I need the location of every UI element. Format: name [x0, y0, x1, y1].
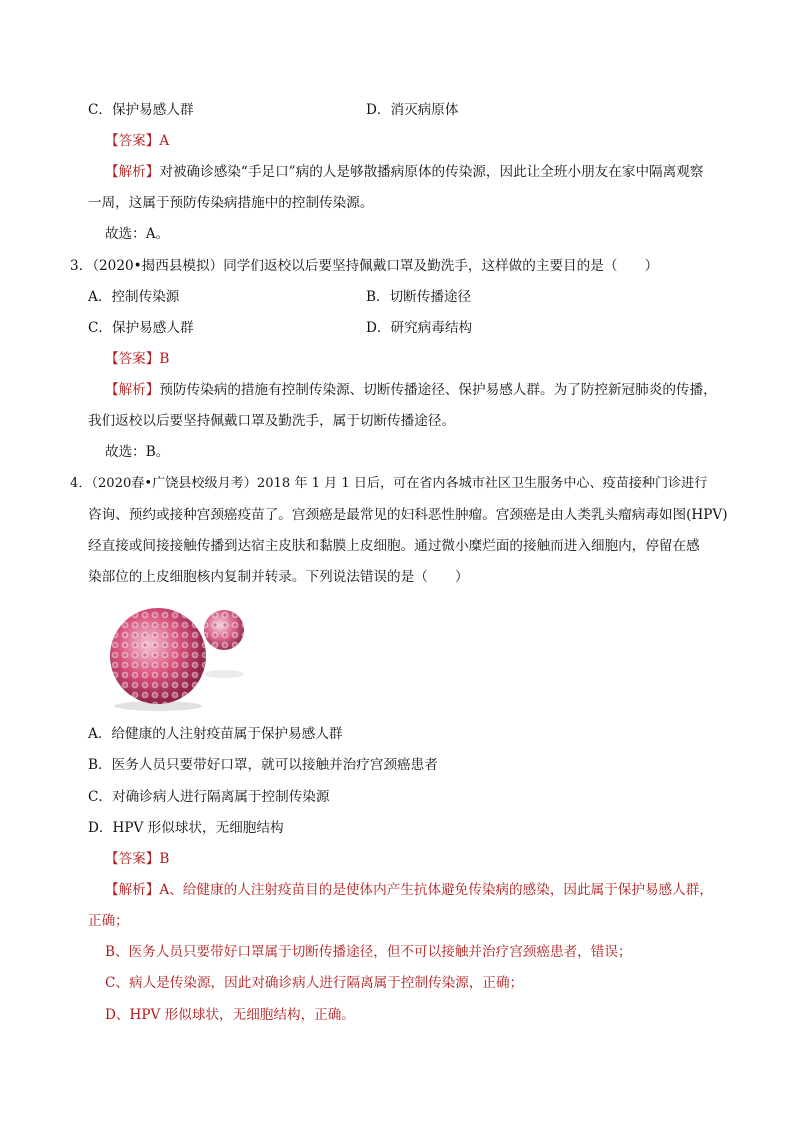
analysis-line — [105, 162, 703, 182]
analysis-line: C、病人是传染源，因此对确诊病人进行隔离属于控制传染源，正确； — [105, 975, 524, 991]
question-stem: 染部位的上皮细胞核内复制并转录。下列说法错误的是（ ） — [88, 569, 469, 585]
option-c: C．保护易感人群 — [88, 320, 194, 336]
question-stem: 4．（2020春•广饶县校级月考）2018 年 1 月 1 日后，可在省内各城市社区卫生服务中心、疫苗接种门诊进行 — [70, 476, 708, 491]
analysis-tag: 【解析】 — [105, 382, 160, 398]
hpv-virus-image — [100, 600, 250, 712]
analysis-tag: 【解析】 — [105, 164, 160, 180]
option-b: B．医务人员只要带好口罩，就可以接触并治疗宫颈癌患者 — [88, 757, 438, 773]
option-c: C．保护易感人群 — [88, 102, 194, 118]
answer-label: 【答案】B — [105, 851, 170, 867]
answer-label: 【答案】B — [105, 351, 170, 367]
question-stem: 经直接或间接接触传播到达宿主皮肤和黏膜上皮细胞。通过微小糜烂面的接触而进入细胞内，停留在感 — [88, 538, 700, 554]
option-a: A．给健康的人注射疫苗属于保护易感人群 — [88, 726, 343, 742]
answer-label: 【答案】A — [105, 133, 170, 149]
option-c: C．对确诊病人进行隔离属于控制传染源 — [88, 789, 330, 805]
analysis-line — [105, 380, 717, 400]
analysis-text: 预防传染病的措施有控制传染源、切断传播途径、保护易感人群。为了防控新冠肺炎的传播， — [159, 382, 717, 398]
question-stem: 咨询、预约或接种宫颈癌疫苗了。宫颈癌是最常见的妇科恶性肿瘤。宫颈癌是由人类乳头瘤病毒如图(HPV) — [88, 507, 728, 523]
analysis-line: B、医务人员只要带好口罩属于切断传播途径，但不可以接触并治疗宫颈癌患者，错误； — [105, 944, 632, 960]
analysis-line: 正确； — [88, 913, 129, 929]
analysis-line: D、HPV 形似球状，无细胞结构，正确。 — [105, 1007, 355, 1023]
analysis-text: A、给健康的人注射疫苗目的是使体内产生抗体避免传染病的感染，因此属于保护易感人群， — [159, 882, 713, 898]
question-stem: 3．（2020•揭西县模拟）同学们返校以后要坚持佩戴口罩及勤洗手，这样做的主要目的是（ ） — [70, 258, 659, 274]
option-d: D．研究病毒结构 — [366, 320, 473, 336]
analysis-line — [105, 880, 713, 900]
choose-line: 故选：B。 — [105, 444, 170, 460]
analysis-line: 一周，这属于预防传染病措施中的控制传染源。 — [88, 195, 374, 211]
analysis-line: 我们返校以后要坚持佩戴口罩及勤洗手，属于切断传播途径。 — [88, 413, 456, 429]
option-a: A．控制传染源 — [88, 289, 180, 305]
analysis-text: 对被确诊感染“手足口”病的人是够散播病原体的传染源，因此让全班小朋友在家中隔离观察 — [159, 164, 704, 180]
option-d: D．HPV 形似球状，无细胞结构 — [88, 820, 284, 836]
analysis-tag: 【解析】 — [105, 882, 160, 898]
choose-line: 故选：A。 — [105, 226, 170, 242]
option-d: D．消灭病原体 — [366, 102, 459, 118]
option-b: B．切断传播途径 — [366, 289, 472, 305]
